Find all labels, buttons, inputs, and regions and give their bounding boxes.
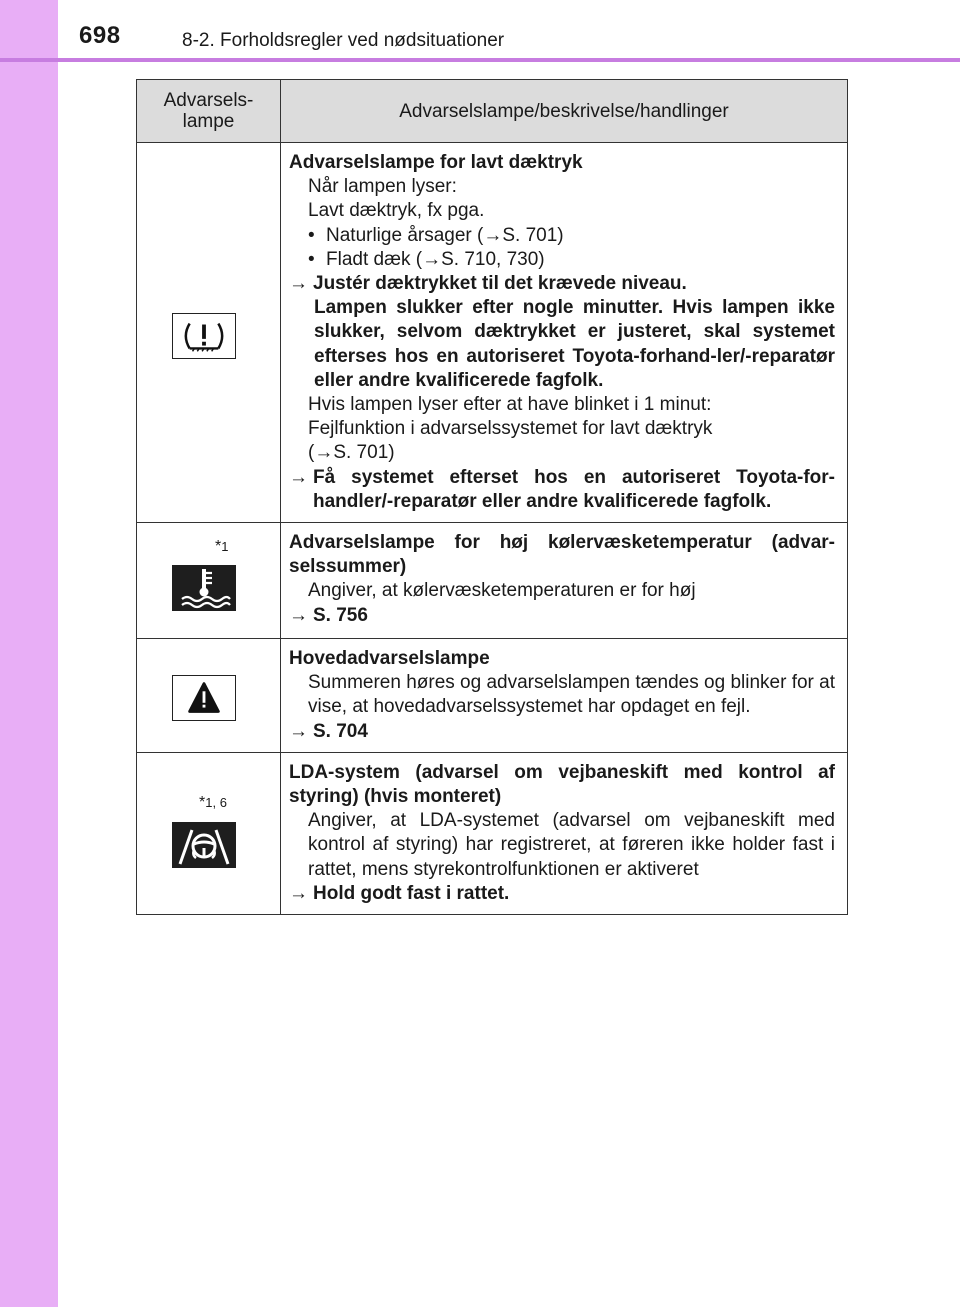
lamp-cell [137, 639, 281, 753]
table-row [137, 752, 848, 914]
action-line: → Justér dæktrykket til det krævede niveau. [289, 272, 835, 296]
footnote-marker: *1, 6 [199, 793, 227, 811]
text-line: Angiver, at kølervæsketemperaturen er for høj [308, 580, 696, 602]
action-line: → S. 704 [289, 720, 835, 744]
lamp-title: Advarselslampe for høj kølervæsketemperatur (advar-selssummer) [289, 532, 835, 578]
text-line: Hvis lampen lyser efter at have blinket i 1 minut: [308, 394, 712, 416]
header-lamp: Advarsels- lampe [137, 80, 281, 143]
bullet-item: • Fladt dæk (→S. 710, 730) [308, 248, 545, 270]
header-description: Advarselslampe/beskrivelse/handlinger [281, 80, 848, 143]
header-rule [0, 58, 960, 62]
arrow-right-icon: → [289, 720, 308, 742]
arrow-right-icon: → [289, 466, 308, 488]
lda-steering-warning-icon [172, 822, 236, 868]
warning-lamp-table [136, 79, 848, 915]
text-line: Fejlfunktion i advarselssystemet for lavt dæktryk [308, 418, 713, 440]
lamp-title: LDA-system (advarsel om vejbaneskift med kontrol af styring) (hvis monteret) [289, 761, 835, 808]
description-cell [281, 523, 848, 639]
master-warning-icon [172, 675, 236, 721]
text-line: (→S. 701) [308, 442, 395, 464]
lamp-cell [137, 523, 281, 639]
action-line: → Hold godt fast i rattet. [289, 882, 835, 906]
side-tab-bar [0, 0, 58, 1307]
coolant-temperature-icon [172, 565, 236, 611]
table-row [137, 639, 848, 753]
description-cell [281, 752, 848, 914]
table-row [137, 523, 848, 639]
section-title: 8-2. Forholdsregler ved nødsituationer [182, 30, 505, 51]
footnote-marker: *1 [215, 538, 229, 556]
text-line: Angiver, at LDA-systemet (advarsel om vejbaneskift med kontrol af styring) har registreret, at føreren ikke holder fast i rattet, mens styrekontrolfunktionen er aktiveret [308, 810, 835, 880]
lamp-title: Hovedadvarselslampe [289, 648, 490, 670]
action-detail: Lampen slukker efter nogle minutter. Hvis lampen ikke slukker, selvom dæktrykket er justeret, skal systemet efterses hos en autoriseret Toyota-forhand-ler/-reparatør eller andre kvalificerede fagfolk. [314, 297, 835, 391]
lamp-title: Advarselslampe for lavt dæktryk [289, 152, 583, 173]
description-cell [281, 143, 848, 523]
lamp-cell [137, 752, 281, 914]
arrow-right-icon: → [289, 882, 308, 904]
action-line: → S. 756 [289, 604, 835, 628]
bullet-item: • Naturlige årsager (→S. 701) [308, 224, 564, 246]
text-line: Summeren høres og advarselslampen tændes og blinker for at vise, at hovedadvarselssystemet har opdaget en fejl. [308, 672, 835, 718]
table-row [137, 143, 848, 523]
text-line: Når lampen lyser: [308, 176, 457, 198]
arrow-right-icon: → [289, 604, 308, 626]
description-cell [281, 639, 848, 753]
page-number: 698 [79, 22, 121, 49]
lamp-cell [137, 143, 281, 523]
tire-pressure-warning-icon [172, 313, 236, 359]
table-header-row [137, 80, 848, 143]
arrow-right-icon: → [289, 273, 308, 295]
text-line: Lavt dæktryk, fx pga. [308, 200, 485, 222]
action-line: → Få systemet efterset hos en autoriseret Toyota-for-handler/-reparatør eller andre kvalificerede fagfolk. [289, 466, 835, 512]
